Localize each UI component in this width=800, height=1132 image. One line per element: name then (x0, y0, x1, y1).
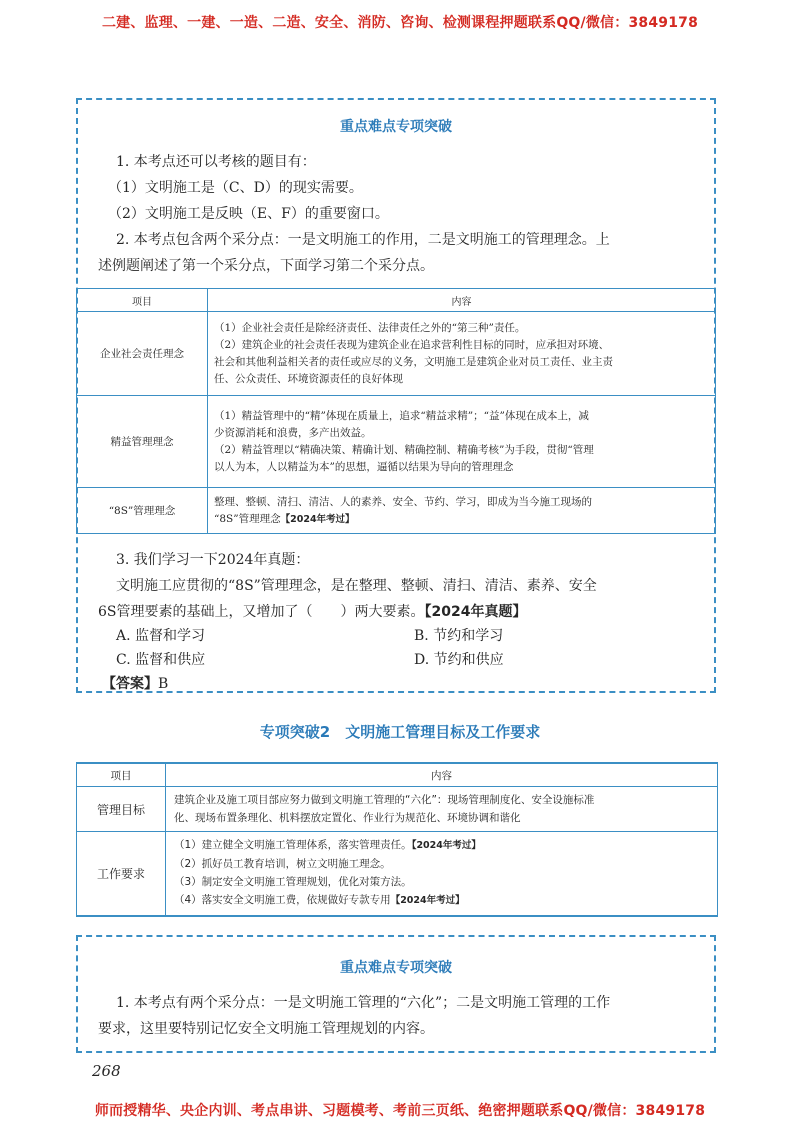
exam-tag: 【2024年考过】 (280, 513, 355, 525)
row-label: 精益管理理念 (77, 396, 208, 488)
answer-line (102, 672, 168, 696)
table-row (77, 312, 716, 396)
row-content (166, 832, 718, 916)
box-title: 重点难点专项突破 (340, 119, 452, 135)
table-header: 内容 (208, 289, 716, 312)
table-row (77, 832, 718, 916)
content-line: 化、现场布置条理化、机料摆放定置化、作业行为规范化、环境协调和谐化 (174, 812, 521, 824)
box-title: 重点难点专项突破 (340, 960, 452, 976)
content-line (174, 836, 709, 855)
table-row (77, 396, 716, 488)
content-line: （1）企业社会责任是除经济责任、法律责任之外的“第三种”责任。 (214, 322, 526, 334)
answer-label: 【答案】 (102, 676, 158, 692)
table-header: 项目 (77, 289, 208, 312)
paragraph: 要求，这里要特别记忆安全文明施工管理规划的内容。 (98, 1021, 434, 1037)
answer-value: B (158, 676, 169, 692)
content-text: （2）抓好员工教育培训，树立文明施工理念。 (174, 858, 391, 871)
content-line: （1）精益管理中的“精”体现在质量上，追求“精益求精”；“益”体现在成本上，减 (214, 410, 589, 422)
option-c: C. 监督和供应 (116, 652, 206, 668)
stem-text: 6S管理要素的基础上，又增加了（ ）两大要素。 (98, 604, 425, 620)
exam-tag: 【2024年考过】 (390, 895, 465, 907)
question-intro: 3. 我们学习一下2024年真题： (116, 552, 310, 568)
table-header: 内容 (166, 763, 718, 787)
content-line (174, 891, 709, 910)
content-line (174, 855, 709, 873)
section-title: 专项突破2 文明施工管理目标及工作要求 (259, 723, 541, 741)
content-line: 少资源消耗和浪费，多产出效益。 (214, 427, 372, 439)
content-text: （4）落实安全文明施工费，依规做好专款专用 (174, 894, 391, 907)
content-line: 整理、整顿、清扫、清洁、人的素养、安全、节约、学习，即成为当今施工现场的 (214, 495, 592, 508)
content-line: 任、公众责任、环境资源责任的良好体现 (214, 373, 403, 385)
content-line: 以人为本，人以精益为本”的思想，逼循以结果为导向的管理理念 (214, 461, 514, 473)
management-table (76, 762, 718, 917)
content-line (214, 511, 709, 528)
exam-tag: 【2024年考过】 (411, 840, 481, 852)
content-text: （1）建立健全文明施工管理体系，落实管理责任。 (174, 839, 412, 852)
row-label: 工作要求 (77, 832, 166, 916)
table-row (77, 488, 716, 534)
exam-tag: 【2024年真题】 (424, 604, 527, 620)
content-line: 建筑企业及施工项目部应努力做到文明施工管理的“六化”：现场管理制度化、安全设施标准 (174, 794, 595, 806)
key-points-box (76, 98, 716, 693)
content-line: （2）建筑企业的社会责任表现为建筑企业在追求营利性目标的同时，应承担对环境、 (214, 339, 610, 351)
paragraph: 述例题阐述了第一个采分点，下面学习第二个采分点。 (98, 258, 434, 274)
paragraph: （1）文明施工是（C、D）的现实需要。 (108, 180, 363, 196)
content-line: 社会和其他利益相关者的责任或应尽的义务，文明施工是建筑企业对员工责任、业主责 (214, 356, 613, 368)
option-d: D. 节约和供应 (414, 652, 504, 668)
concept-table (76, 288, 716, 534)
row-label: “8S”管理理念 (77, 488, 208, 534)
table-row (77, 787, 718, 832)
bottom-banner: 师而授精华、央企内训、考点串讲、习题模考、考前三页纸、绝密押题联系QQ/微信：3849178 (94, 1103, 706, 1119)
content-line (174, 873, 709, 891)
content-text: （3）制定安全文明施工管理规划，优化对策方法。 (174, 876, 412, 889)
table-header: 项目 (77, 763, 166, 787)
top-banner: 二建、监理、一建、一造、二造、安全、消防、咨询、检测课程押题联系QQ/微信：3849178 (101, 15, 699, 31)
row-content (166, 787, 718, 832)
page-number: 268 (92, 1062, 121, 1080)
question-stem (98, 600, 526, 624)
paragraph: 1. 本考点还可以考核的题目有： (116, 154, 316, 170)
row-label: 管理目标 (77, 787, 166, 832)
option-b: B. 节约和学习 (414, 628, 504, 644)
key-points-box-2 (76, 935, 716, 1053)
content-line: （2）精益管理以“精确决策、精确计划、精确控制、精确考核”为手段，贯彻“管理 (214, 444, 594, 456)
row-content (208, 312, 716, 396)
option-a: A. 监督和学习 (116, 628, 206, 644)
row-label: 企业社会责任理念 (77, 312, 208, 396)
content-text: “8S”管理理念 (214, 512, 281, 525)
row-content (208, 488, 716, 534)
paragraph: （2）文明施工是反映（E、F）的重要窗口。 (108, 206, 389, 222)
row-content (208, 396, 716, 488)
paragraph: 2. 本考点包含两个采分点：一是文明施工的作用，二是文明施工的管理理念。上 (116, 232, 610, 248)
question-stem: 文明施工应贯彻的“8S”管理理念，是在整理、整顿、清扫、清洁、素养、安全 (116, 578, 597, 594)
paragraph: 1. 本考点有两个采分点：一是文明施工管理的“六化”；二是文明施工管理的工作 (116, 995, 611, 1011)
